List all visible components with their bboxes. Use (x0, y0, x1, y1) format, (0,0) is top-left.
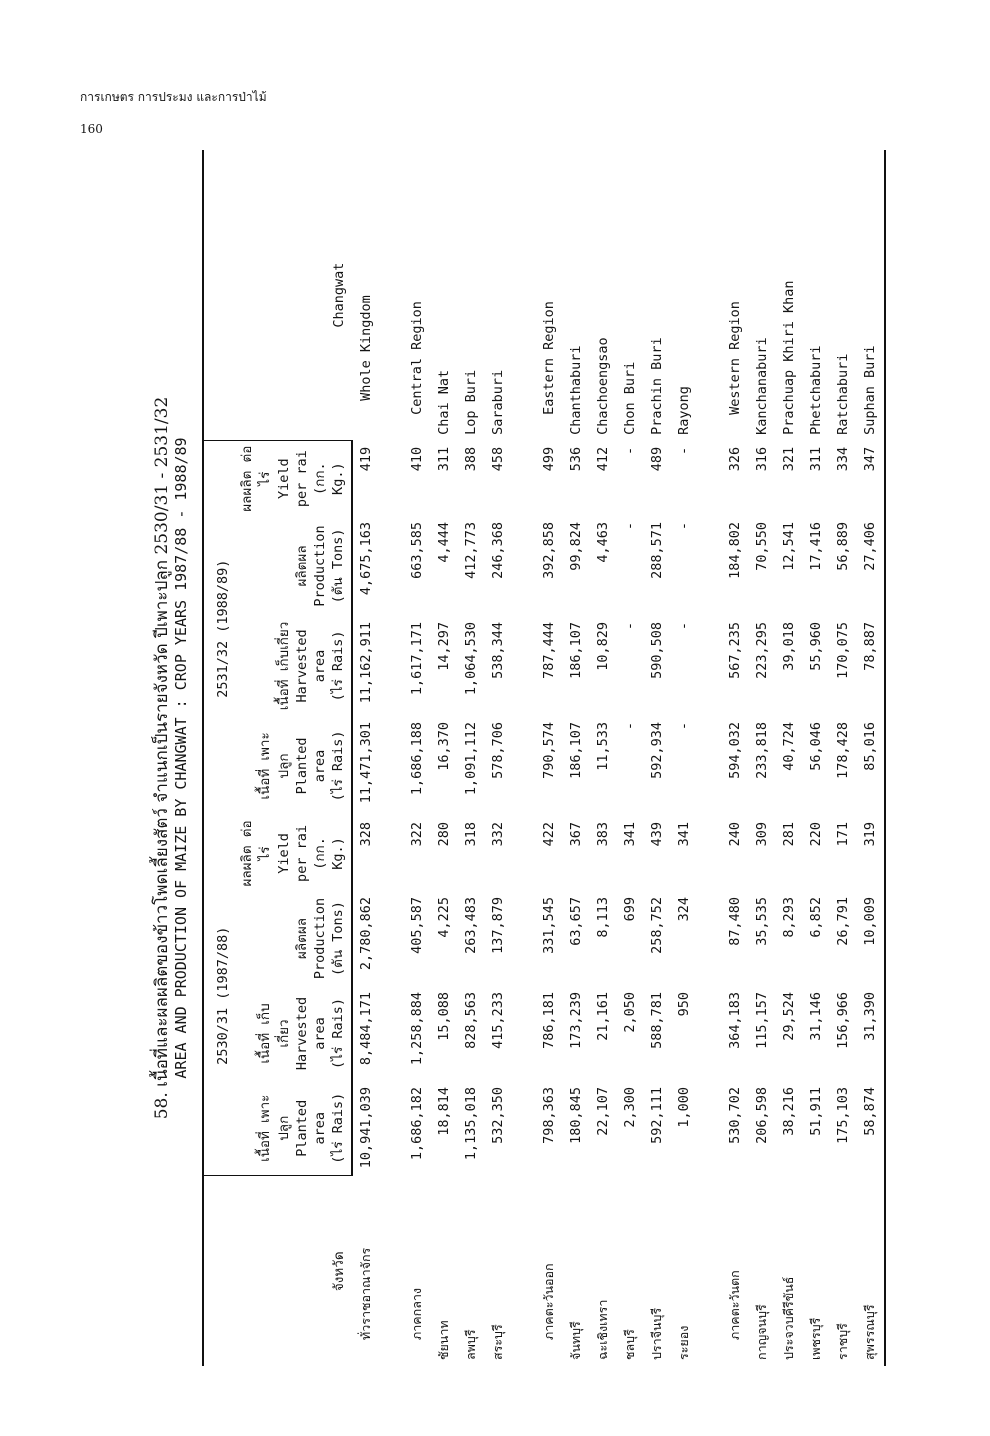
changwat-thai-cell (404, 1176, 431, 1366)
subheader-en: Yield per rai (275, 825, 310, 882)
table-row (617, 150, 644, 1366)
value-cell: 246,368 (490, 521, 507, 579)
value-cell: 332 (490, 821, 507, 847)
value-cell: 15,088 (436, 992, 453, 1041)
changwat-thai-name: ปราจีนบุรี (649, 1307, 665, 1360)
changwat-english-name: Prachin Buri (649, 337, 666, 435)
changwat-thai-name: ประจวบคีรีขันธ์ (781, 1276, 797, 1360)
value-cell: 26,791 (835, 897, 852, 946)
value-cell: 499 (541, 446, 558, 472)
value-cell: 170,075 (835, 621, 852, 679)
value-cell: 592,111 (649, 1087, 666, 1144)
table-title-english: AREA AND PRODUCTION OF MAIZE BY CHANGWAT : CROP YEARS 1987/88 - 1988/89 (172, 437, 190, 1079)
value-cell: 56,889 (835, 521, 852, 571)
changwat-thai-cell (803, 1176, 830, 1366)
changwat-thai-cell (830, 1176, 857, 1366)
changwat-thai-cell (536, 1176, 563, 1366)
col-changwat-english: Changwat (203, 150, 352, 441)
value-cell: - (676, 521, 693, 531)
subheader-thai: เนื้อที่ เก็บเกี่ยว (275, 621, 292, 711)
value-cell: 324 (676, 897, 693, 922)
changwat-thai-name: สุพรรณบุรี (862, 1304, 878, 1360)
value-cell: 2,050 (622, 992, 639, 1033)
value-cell: 55,960 (808, 621, 825, 671)
value-cell: 4,444 (436, 521, 453, 563)
value-cell: 590,508 (649, 621, 666, 679)
value-cell: 1,064,530 (463, 621, 480, 696)
value-cell: 280 (436, 821, 453, 847)
subheader-year1-col1 (235, 1081, 351, 1176)
spacer-cell (512, 150, 536, 1366)
value-cell: 288,571 (649, 521, 666, 579)
table-row (803, 150, 830, 1366)
changwat-thai-name: จันทบุรี (568, 1321, 584, 1360)
value-cell: 39,018 (781, 621, 798, 671)
value-cell: 536 (568, 446, 585, 472)
value-cell: 14,297 (436, 621, 453, 671)
value-cell: 175,103 (835, 1087, 852, 1144)
value-cell: 1,686,188 (409, 721, 426, 796)
year-2-header: 2531/32 (1988/89) (203, 441, 235, 816)
spacer-cell (380, 150, 404, 1366)
changwat-thai-name: ทั่วราชอาณาจักร (357, 1247, 373, 1340)
value-cell: 787,444 (541, 621, 558, 679)
value-cell: 347 (857, 441, 885, 516)
value-cell: 1,000 (676, 1087, 693, 1128)
value-cell: 171 (835, 821, 852, 847)
changwat-thai-name: ลพบุรี (463, 1329, 479, 1360)
value-cell: 21,161 (595, 992, 612, 1041)
value-cell: 12,541 (781, 521, 798, 571)
value-cell: - (622, 521, 639, 531)
value-cell: 322 (409, 821, 426, 847)
changwat-thai-cell (431, 1176, 458, 1366)
changwat-english-name: Chanthaburi (568, 345, 585, 435)
subheader-thai: ผลผลิต ต่อไร่ (239, 820, 274, 887)
subheader-thai: ผลผลิต ต่อไร่ (239, 445, 274, 512)
changwat-thai-name: กาญจนบุรี (754, 1304, 770, 1360)
value-cell: 341 (676, 821, 693, 847)
changwat-english-name: Chai Nat (436, 369, 453, 435)
value-cell: 592,934 (649, 721, 666, 779)
value-cell: 85,016 (857, 716, 885, 816)
value-cell: 10,941,039 (358, 1087, 375, 1169)
table-row (671, 150, 698, 1366)
value-cell: 388 (463, 446, 480, 472)
changwat-english-name: Central Region (409, 301, 426, 415)
value-cell: 156,966 (835, 992, 852, 1049)
subheader-thai: ผลิตผล (293, 545, 310, 587)
changwat-thai-name: ภาคตะวันตก (727, 1270, 743, 1340)
value-cell: 4,225 (436, 897, 453, 938)
value-cell: 8,293 (781, 897, 798, 938)
changwat-english-name: Kanchanaburi (754, 337, 771, 435)
value-cell: - (676, 621, 693, 631)
subheader-year1-col3 (235, 891, 351, 986)
value-cell: 180,845 (568, 1087, 585, 1144)
value-cell: 318 (463, 821, 480, 847)
page-number: 160 (80, 122, 103, 136)
value-cell: 334 (835, 446, 852, 472)
value-cell: 663,585 (409, 521, 426, 579)
value-cell: 594,032 (727, 721, 744, 779)
value-cell: 186,107 (568, 721, 585, 779)
value-cell: 10,009 (857, 891, 885, 986)
col-changwat-thai: จังหวัด (203, 1176, 352, 1366)
changwat-thai-cell (857, 1176, 885, 1366)
value-cell: 786,181 (541, 992, 558, 1049)
value-cell: 422 (541, 821, 558, 847)
value-cell: 950 (676, 992, 693, 1017)
subheader-en: Harvested area (293, 629, 329, 703)
changwat-english-name: Lop Buri (463, 369, 480, 435)
value-cell: 16,370 (436, 721, 453, 771)
table-row (776, 150, 803, 1366)
subheader-en: Yield per rai (275, 450, 310, 508)
value-cell: 331,545 (541, 897, 558, 954)
value-cell: - (622, 621, 639, 631)
table-row (563, 150, 590, 1366)
value-cell: 439 (649, 821, 666, 847)
subheader-en: Harvested area (293, 996, 329, 1071)
changwat-thai-cell (617, 1176, 644, 1366)
value-cell: 588,781 (649, 992, 666, 1049)
value-cell: 184,802 (727, 521, 744, 579)
changwat-thai-cell (671, 1176, 698, 1366)
value-cell: 489 (649, 446, 666, 472)
subheader-unit: (ไร่ Rais) (330, 630, 347, 702)
value-cell: 326 (727, 446, 744, 472)
changwat-thai-cell (590, 1176, 617, 1366)
value-cell: 311 (808, 446, 825, 472)
table-row (352, 150, 380, 1366)
value-cell: 11,471,301 (358, 721, 375, 804)
value-cell: - (676, 446, 693, 456)
value-cell: 1,617,171 (409, 621, 426, 696)
rotated-table-area (140, 150, 900, 1366)
table-row (404, 150, 431, 1366)
value-cell: 790,574 (541, 721, 558, 779)
subheader-thai: เนื้อที่ เก็บเกี่ยว (257, 1003, 292, 1064)
value-cell: 383 (595, 821, 612, 847)
value-cell: 2,300 (622, 1087, 639, 1128)
value-cell: - (622, 446, 639, 456)
changwat-english-name: Chachoengsao (595, 337, 612, 435)
value-cell: 186,107 (568, 621, 585, 679)
subheader-unit: (ไร่ Rais) (330, 730, 347, 802)
value-cell: 27,406 (857, 516, 885, 616)
changwat-thai-cell (722, 1176, 749, 1366)
value-cell: 567,235 (727, 621, 744, 679)
subheader-year1-col4 (235, 816, 351, 891)
value-cell: 419 (358, 446, 375, 472)
subheader-unit: (ไร่ Rais) (330, 998, 347, 1069)
value-cell: 6,852 (808, 897, 825, 938)
changwat-thai-name: ชลบุรี (622, 1329, 638, 1360)
subheader-en: Production (312, 525, 329, 607)
value-cell: 405,587 (409, 897, 426, 954)
value-cell: 410 (409, 446, 426, 472)
value-cell: 8,484,171 (358, 992, 375, 1066)
value-cell: - (622, 721, 639, 731)
value-cell: 532,350 (490, 1087, 507, 1144)
value-cell: 1,258,884 (409, 992, 426, 1066)
changwat-thai-name: ชัยนาท (436, 1320, 452, 1360)
value-cell: 10,829 (595, 621, 612, 671)
value-cell: 99,824 (568, 521, 585, 571)
changwat-english-name: Saraburi (490, 369, 507, 435)
changwat-thai-name: ฉะเชิงเทรา (595, 1299, 611, 1360)
subheader-en: Planted area (293, 737, 329, 795)
value-cell: 22,107 (595, 1087, 612, 1136)
value-cell: 828,563 (463, 992, 480, 1049)
value-cell: 367 (568, 821, 585, 847)
value-cell: 206,598 (754, 1087, 771, 1144)
value-cell: 530,702 (727, 1087, 744, 1144)
changwat-english-name: Suphan Buri (857, 150, 885, 441)
value-cell: 341 (622, 821, 639, 847)
subheader-unit: (กก. Kg.) (312, 837, 347, 870)
table-row (749, 150, 776, 1366)
spacer-row (380, 150, 404, 1366)
table-row (830, 150, 857, 1366)
changwat-thai-cell (749, 1176, 776, 1366)
value-cell: 29,524 (781, 992, 798, 1041)
subheader-en: Production (312, 897, 329, 980)
value-cell: 281 (781, 821, 798, 847)
value-cell: 321 (781, 446, 798, 472)
value-cell: 223,295 (754, 621, 771, 679)
changwat-thai-name: ราชบุรี (835, 1323, 851, 1360)
changwat-thai-name: ภาคกลาง (409, 1288, 425, 1340)
value-cell: 4,675,163 (358, 521, 375, 596)
value-cell: 35,535 (754, 897, 771, 946)
changwat-thai-cell (563, 1176, 590, 1366)
value-cell: 11,533 (595, 721, 612, 771)
changwat-thai-cell (485, 1176, 512, 1366)
table-body (352, 150, 885, 1366)
value-cell: 233,818 (754, 721, 771, 779)
value-cell: 538,344 (490, 621, 507, 679)
value-cell: 1,686,182 (409, 1087, 426, 1161)
subheader-unit: (ไร่ Rais) (330, 1092, 347, 1164)
table-row (857, 150, 885, 1366)
changwat-english-name: Whole Kingdom (357, 295, 374, 401)
changwat-thai-name: เพชรบุรี (808, 1317, 824, 1360)
changwat-english-name: Chon Buri (622, 361, 639, 435)
changwat-thai-name: ภาคตะวันออก (541, 1263, 557, 1340)
value-cell: 392,858 (541, 521, 558, 579)
value-cell: 31,146 (808, 992, 825, 1041)
value-cell: 8,113 (595, 897, 612, 938)
value-cell: 364,183 (727, 992, 744, 1049)
changwat-english-name: Western Region (727, 301, 744, 415)
subheader-year2-col1 (235, 716, 351, 816)
maize-table (202, 150, 886, 1366)
changwat-english-name: Phetchaburi (808, 345, 825, 435)
table-row (431, 150, 458, 1366)
value-cell: 115,157 (754, 992, 771, 1049)
value-cell: 4,463 (595, 521, 612, 563)
value-cell: 220 (808, 821, 825, 847)
changwat-english-name: Ratchaburi (835, 353, 852, 435)
value-cell: 240 (727, 821, 744, 847)
table-row (536, 150, 563, 1366)
changwat-thai-name: สระบุรี (490, 1324, 506, 1360)
value-cell: 578,706 (490, 721, 507, 779)
value-cell: 63,657 (568, 897, 585, 946)
value-cell: 319 (857, 816, 885, 891)
value-cell: 258,752 (649, 897, 666, 954)
subheader-unit: (กก. Kg.) (312, 462, 347, 495)
value-cell: 40,724 (781, 721, 798, 771)
value-cell: 263,483 (463, 897, 480, 954)
value-cell: 70,550 (754, 521, 771, 571)
spacer-row (512, 150, 536, 1366)
changwat-thai-cell (458, 1176, 485, 1366)
value-cell: 173,239 (568, 992, 585, 1049)
value-cell: 87,480 (727, 897, 744, 946)
spacer-row (698, 150, 722, 1366)
value-cell: 51,911 (808, 1087, 825, 1136)
table-title-thai: 58. เนื้อที่และผลผลิตของข้าวโพดเลี้ยงสัตว์ จำแนกเป็นรายจังหวัด ปีเพาะปลูก 2530/31 - 2531/32 (152, 396, 172, 1120)
value-cell: - (676, 721, 693, 731)
subheader-unit: (ตัน Tons) (330, 528, 347, 604)
subheader-unit: (ตัน Tons) (330, 901, 347, 976)
table-row (644, 150, 671, 1366)
subheader-year2-col2 (235, 616, 351, 716)
value-cell: 328 (358, 821, 375, 847)
value-cell: 137,879 (490, 897, 507, 954)
changwat-english-name: Rayong (676, 386, 693, 435)
value-cell: 56,046 (808, 721, 825, 771)
year-1-header: 2530/31 (1987/88) (203, 816, 235, 1176)
changwat-thai-cell (644, 1176, 671, 1366)
table-row (458, 150, 485, 1366)
value-cell: 1,135,018 (463, 1087, 480, 1161)
changwat-thai-name: ระยอง (676, 1325, 692, 1360)
subheader-thai: เนื้อที่ เพาะปลูก (257, 732, 292, 800)
value-cell: 18,814 (436, 1087, 453, 1136)
value-cell: 2,780,862 (358, 897, 375, 971)
subheader-year2-col3 (235, 516, 351, 616)
table-row (485, 150, 512, 1366)
value-cell: 412 (595, 446, 612, 472)
changwat-english-name: Eastern Region (541, 301, 558, 415)
value-cell: 38,216 (781, 1087, 798, 1136)
spacer-cell (698, 150, 722, 1366)
value-cell: 311 (436, 446, 453, 472)
value-cell: 309 (754, 821, 771, 847)
value-cell: 316 (754, 446, 771, 472)
value-cell: 11,162,911 (358, 621, 375, 704)
table-row (722, 150, 749, 1366)
subheader-en: Planted area (293, 1099, 329, 1157)
value-cell: 58,874 (857, 1081, 885, 1176)
table-content (140, 150, 900, 1366)
changwat-english-name: Prachuap Khiri Khan (781, 280, 798, 435)
value-cell: 458 (490, 446, 507, 472)
value-cell: 412,773 (463, 521, 480, 579)
subheader-thai: ผลิตผล (293, 917, 310, 960)
value-cell: 1,091,112 (463, 721, 480, 796)
subheader-year1-col2 (235, 986, 351, 1081)
value-cell: 699 (622, 897, 639, 922)
value-cell: 798,363 (541, 1087, 558, 1144)
value-cell: 17,416 (808, 521, 825, 571)
table-row (590, 150, 617, 1366)
value-cell: 178,428 (835, 721, 852, 779)
subheader-thai: เนื้อที่ เพาะปลูก (257, 1094, 292, 1162)
value-cell: 31,390 (857, 986, 885, 1081)
value-cell: 415,233 (490, 992, 507, 1049)
value-cell: 78,887 (857, 616, 885, 716)
subheader-year2-col4 (235, 441, 351, 516)
changwat-thai-cell (776, 1176, 803, 1366)
page-header: การเกษตร การประมง และการป่าไม้ (80, 90, 267, 104)
changwat-thai-cell (352, 1176, 380, 1366)
